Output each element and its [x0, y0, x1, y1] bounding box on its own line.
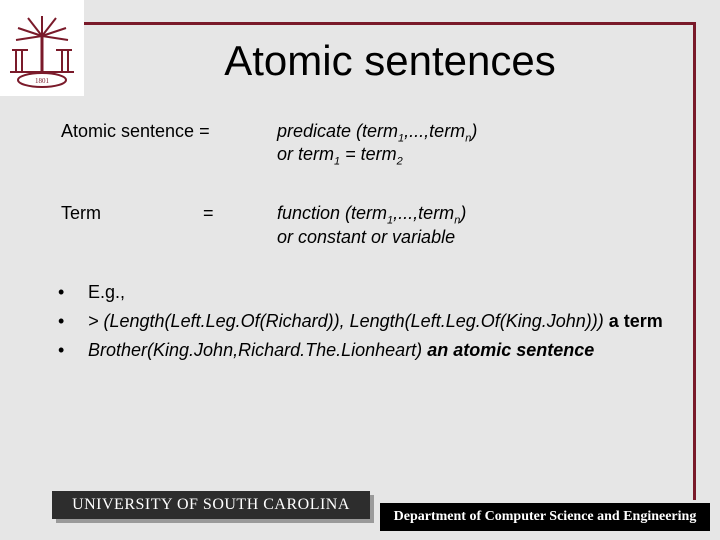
subscript: n [465, 132, 472, 145]
text-fragment: ) [471, 121, 478, 141]
bullet-bolditalic-text: an atomic sentence [422, 340, 595, 360]
bullet-item [58, 309, 678, 333]
def-term-equals: = [203, 203, 214, 223]
university-logo [0, 0, 84, 96]
bullet-italic-text: > (Length(Left.Leg.Of(Richard)), Length(Left.Leg.Of(King.John))) [88, 311, 604, 331]
def-atomic-sentence-line2 [277, 143, 403, 173]
bullet-italic-text: Brother(King.John,Richard.The.Lionheart) [88, 340, 423, 360]
text-fragment: = term [340, 144, 397, 164]
svg-text:1801: 1801 [35, 77, 49, 85]
footer-university: UNIVERSITY OF SOUTH CAROLINA [52, 491, 370, 519]
palmetto-seal-icon [6, 6, 78, 90]
text-fragment: ,...,term [404, 121, 466, 141]
text-fragment: or term [277, 144, 335, 164]
def-term-label: Term [61, 203, 101, 223]
text-fragment: predicate (term [277, 121, 399, 141]
slide-title: Atomic sentences [224, 37, 556, 84]
bullet-bold-text: a term [603, 311, 663, 331]
text-fragment: ,...,term [393, 203, 455, 223]
frame-top-line [84, 22, 696, 25]
def-atomic-sentence-label: Atomic sentence = [61, 121, 210, 141]
text-fragment: ) [460, 203, 467, 223]
subscript: n [454, 214, 461, 227]
subscript: 2 [396, 155, 403, 168]
bullet-text: E.g., [88, 282, 126, 302]
subscript: 1 [387, 214, 394, 227]
bullet-dot: • [58, 340, 65, 360]
bullet-dot: • [58, 282, 65, 302]
frame-right-line [693, 22, 696, 500]
subscript: 1 [334, 155, 341, 168]
text-fragment: function (term [277, 203, 388, 223]
def-term-line2: or constant or variable [277, 227, 456, 247]
bullet-list [58, 280, 678, 367]
bullet-item [58, 280, 678, 304]
subscript: 1 [398, 132, 405, 145]
bullet-item [58, 338, 678, 362]
bullet-dot: • [58, 311, 65, 331]
footer-department: Department of Computer Science and Engineering [380, 503, 710, 531]
